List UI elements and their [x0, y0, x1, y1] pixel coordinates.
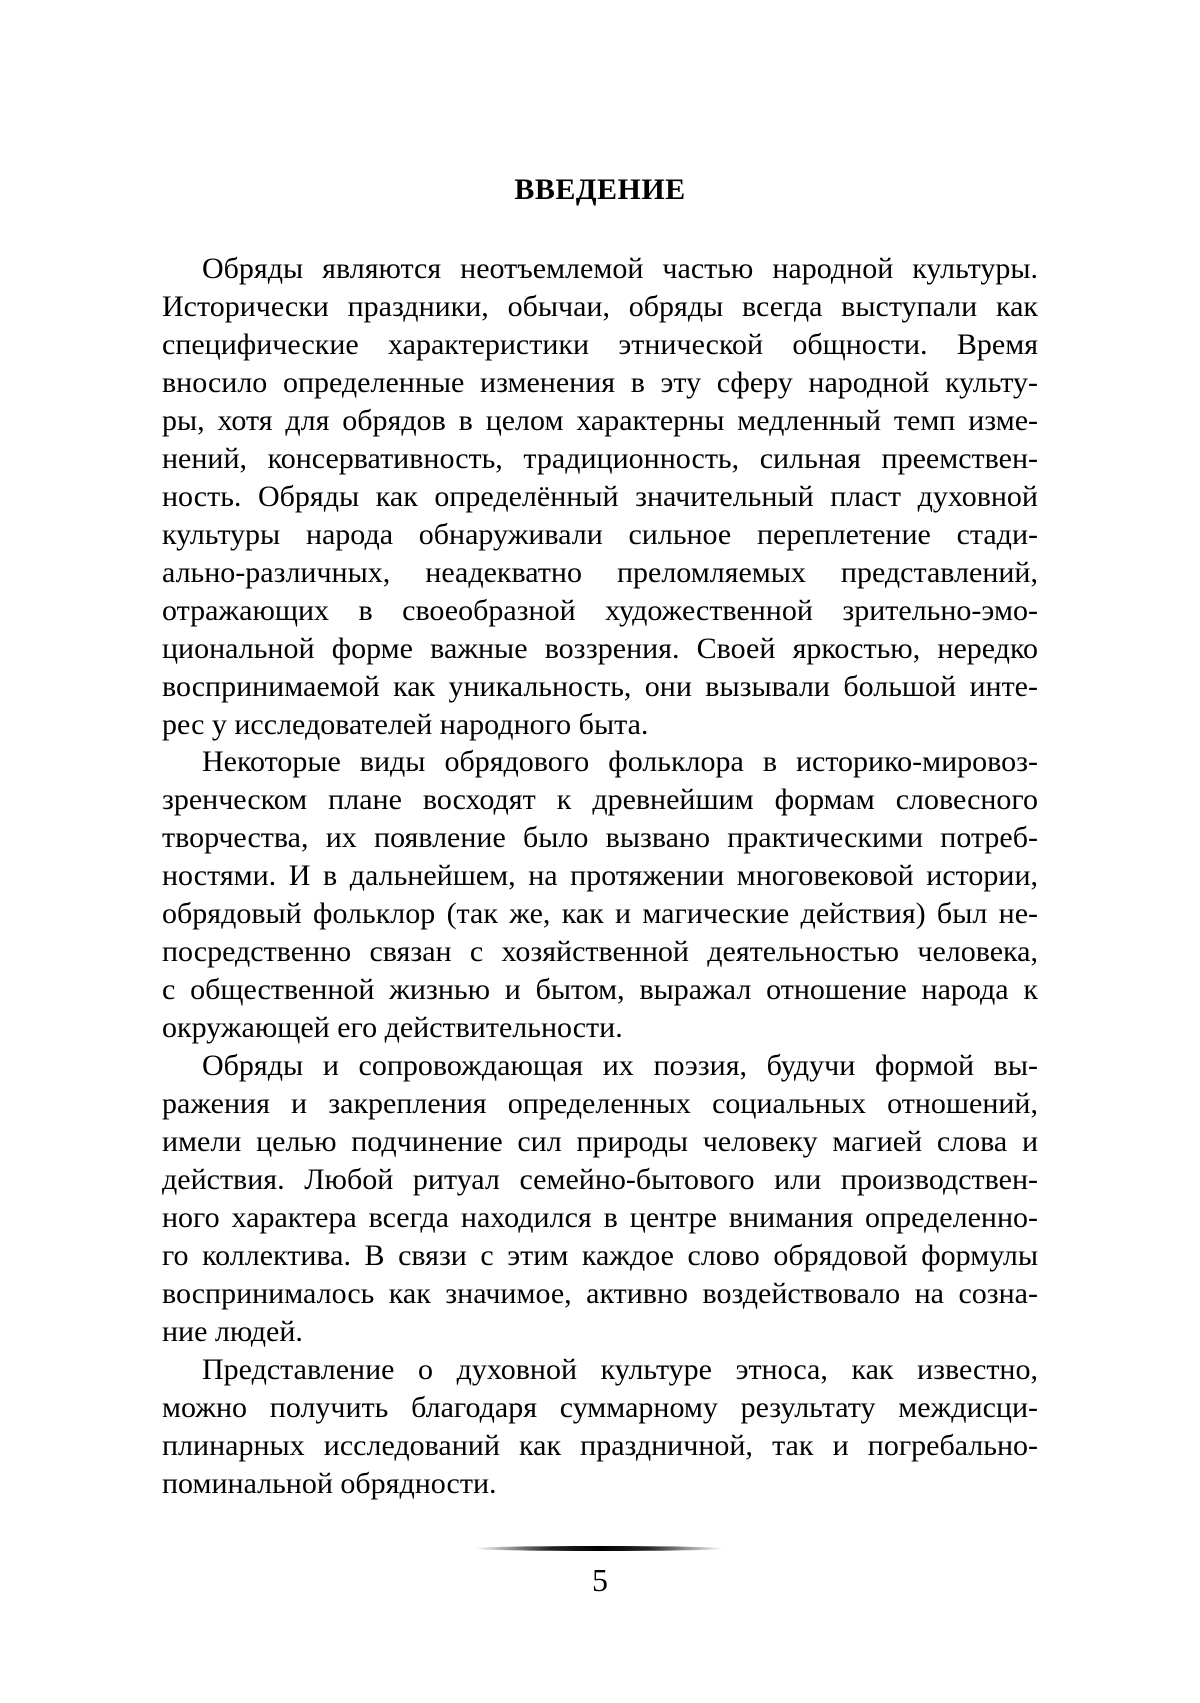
text-line: плинарных исследований как праздничной, так и погребально- — [162, 1429, 1038, 1462]
text-line: специфические характеристики этнической общности. Время — [162, 328, 1038, 361]
text-line: посредственно связан с хозяйственной деятельностью человека, — [162, 935, 1038, 968]
text-line: с общественной жизнью и бытом, выражал отношение народа к — [162, 973, 1038, 1006]
text-line: нений, консервативность, традиционность, сильная преемствен- — [162, 442, 1038, 475]
page-number: 5 — [592, 1562, 608, 1598]
chapter-heading: ВВЕДЕНИЕ — [514, 173, 686, 206]
text-line: зренческом плане восходят к древнейшим формам словесного — [162, 783, 1038, 816]
text-line: действия. Любой ритуал семейно-бытового или производствен- — [162, 1163, 1038, 1196]
text-line: ного характера всегда находился в центре внимания определенно- — [162, 1201, 1038, 1234]
text-line: творчества, их появление было вызвано практическими потреб- — [162, 821, 1038, 854]
text-line: воспринималось как значимое, активно воздействовало на созна- — [162, 1277, 1038, 1310]
text-line: Обряды являются неотъемлемой частью народной культуры. — [202, 252, 1038, 285]
text-line: ность. Обряды как определённый значительный пласт духовной — [162, 480, 1038, 513]
text-line: имели целью подчинение сил природы человеку магией слова и — [162, 1125, 1038, 1158]
text-line: го коллектива. В связи с этим каждое слово обрядовой формулы — [162, 1239, 1038, 1272]
decorative-separator — [474, 1546, 724, 1551]
text-line: Обряды и сопровождающая их поэзия, будучи формой вы- — [202, 1049, 1038, 1082]
text-line: Представление о духовной культуре этноса, как известно, — [202, 1353, 1038, 1386]
text-line: поминальной обрядности. — [162, 1467, 497, 1500]
text-line: ностями. И в дальнейшем, на протяжении многовековой истории, — [162, 859, 1038, 892]
text-line: ние людей. — [162, 1315, 303, 1348]
text-line: можно получить благодаря суммарному результату междисци- — [162, 1391, 1038, 1424]
text-line: культуры народа обнаруживали сильное переплетение стади- — [162, 518, 1038, 551]
paragraph-3 — [162, 1047, 1038, 1351]
text-line: Исторически праздники, обычаи, обряды всегда выступали как — [162, 290, 1038, 323]
text-line: воспринимаемой как уникальность, они вызывали большой инте- — [162, 670, 1038, 703]
text-line: обрядовый фольклор (так же, как и магические действия) был не- — [162, 897, 1038, 930]
text-line: циональной форме важные воззрения. Своей яркостью, нередко — [162, 632, 1038, 665]
text-line: окружающей его действительности. — [162, 1011, 623, 1044]
paragraph-4 — [162, 1351, 1038, 1503]
text-line: Некоторые виды обрядового фольклора в историко-мировоз- — [202, 745, 1038, 778]
text-line: ры, хотя для обрядов в целом характерны медленный темп изме- — [162, 404, 1038, 437]
text-line: рес у исследователей народного быта. — [162, 708, 649, 741]
paragraph-1 — [162, 250, 1038, 744]
text-line: вносило определенные изменения в эту сферу народной культу- — [162, 366, 1038, 399]
text-line: отражающих в своеобразной художественной зрительно-эмо- — [162, 594, 1038, 627]
text-line: ражения и закрепления определенных социальных отношений, — [162, 1087, 1038, 1120]
text-line: ально-различных, неадекватно преломляемых представлений, — [162, 556, 1038, 589]
paragraph-2 — [162, 743, 1038, 1047]
